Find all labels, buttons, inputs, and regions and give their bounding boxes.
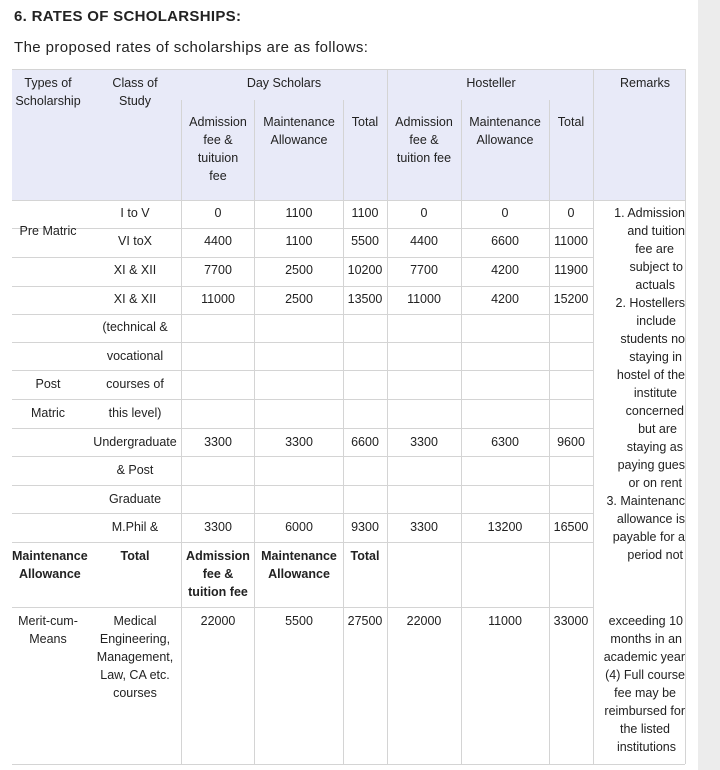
grid-line [12, 286, 593, 287]
grid-line [549, 100, 550, 764]
header-class: Class of Study [112, 76, 158, 108]
header-day-admission: Admission fee & tuituion fee [189, 115, 247, 183]
header-day-scholars: Day Scholars [246, 76, 322, 90]
section-heading: 6. RATES OF SCHOLARSHIPS: [14, 8, 242, 25]
grid-line [254, 100, 255, 764]
header-remarks: Remarks [619, 76, 671, 90]
grid-line [685, 69, 686, 764]
grid-line [12, 257, 593, 258]
header-hosteller: Hosteller [466, 76, 516, 90]
grid-line [12, 607, 593, 608]
header-day-total: Total [351, 115, 379, 129]
grid-line [12, 200, 685, 201]
type-pre-matric: Pre Matric [19, 224, 77, 238]
grid-line [12, 764, 685, 765]
type-post-matric-line2: Matric [30, 406, 66, 420]
grid-line [12, 513, 593, 514]
grid-line [387, 69, 388, 764]
grid-line [12, 228, 593, 229]
type-post-matric-line1: Post [35, 377, 61, 391]
grid-line [461, 100, 462, 764]
grid-line [12, 399, 593, 400]
header-host-admission: Admission fee & tuition fee [395, 115, 453, 165]
grid-line [12, 314, 593, 315]
grid-line [12, 370, 593, 371]
grid-line [12, 456, 593, 457]
grid-line [593, 69, 594, 764]
grid-line [12, 485, 593, 486]
grid-line [12, 342, 593, 343]
header-host-total: Total [557, 115, 585, 129]
grid-line [12, 428, 593, 429]
header-day-maintenance: Maintenance Allowance [263, 115, 335, 147]
grid-line [12, 69, 685, 70]
grid-line [343, 100, 344, 764]
scrollbar-track[interactable] [698, 0, 720, 770]
header-types: Types of Scholarship [15, 76, 81, 108]
header-host-maintenance: Maintenance Allowance [469, 115, 541, 147]
intro-text: The proposed rates of scholarships are as follows: [14, 39, 369, 56]
grid-line [181, 100, 182, 764]
grid-line [12, 542, 593, 543]
